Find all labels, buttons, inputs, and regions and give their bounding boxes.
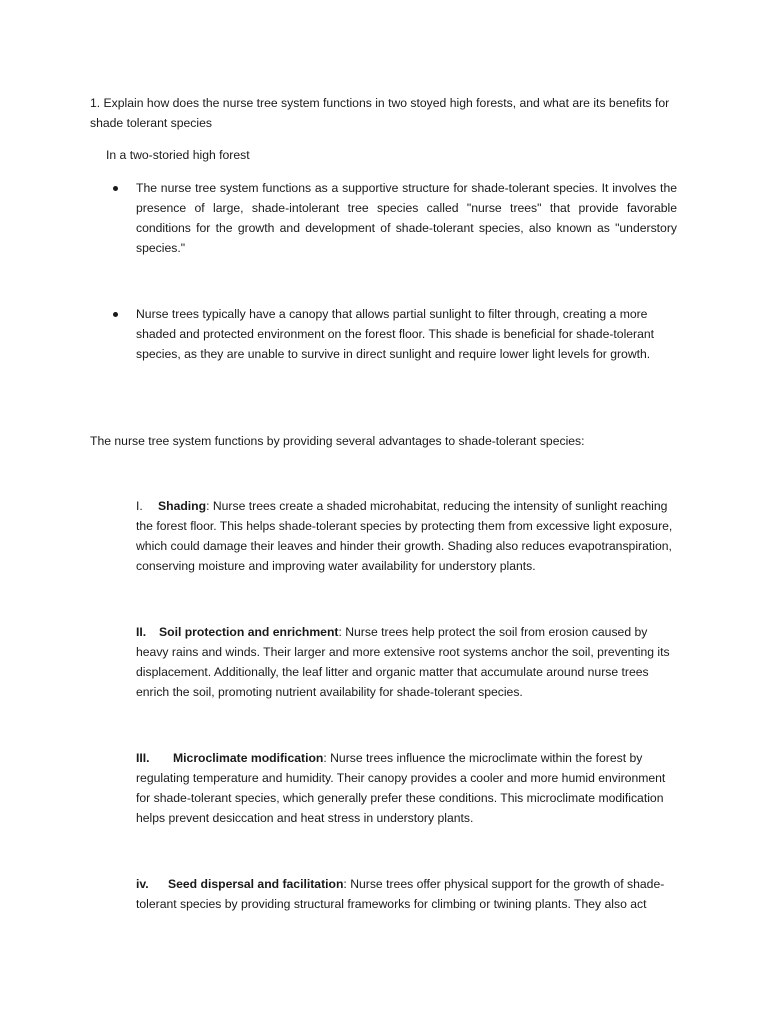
list-item-seed-dispersal <box>136 874 681 914</box>
list-item-shading <box>136 496 681 576</box>
item-numeral: II. <box>136 625 147 639</box>
question-heading: 1. Explain how does the nurse tree system functions in two stoyed high forests, and what are its benefits for shade tolerant species <box>90 96 670 130</box>
item-text: : Nurse trees offer physical support for the growth of shade-tolerant species by providing structural frameworks for climbing or twining plants. They also act <box>136 877 665 911</box>
bullet-text: The nurse tree system functions as a supportive structure for shade-tolerant species. It involves the presence of large, shade-intolerant tree species called "nurse trees" that provide favorable conditions for the growth and development of shade-tolerant species, also known as "understory species." <box>136 181 677 255</box>
item-numeral: III. <box>136 751 150 765</box>
item-term: Seed dispersal and facilitation <box>168 877 344 891</box>
item-text: : Nurse trees influence the microclimate within the forest by regulating temperature and humidity. Their canopy provides a cooler and more humid environment for shade-tolerant species, which generally prefer these conditions. This microclimate modification helps prevent desiccation and heat stress in understory plants. <box>136 751 666 825</box>
item-numeral: I. <box>136 499 143 513</box>
item-term: Microclimate modification <box>173 751 324 765</box>
item-numeral: iv. <box>136 877 149 891</box>
list-item-soil-protection <box>136 622 681 702</box>
item-text: : Nurse trees help protect the soil from erosion caused by heavy rains and winds. Their larger and more extensive root systems anchor the soil, preventing its displacement. Additionally, the leaf litter and organic matter that accumulate around nurse trees enrich the soil, promoting nutrient availability for shade-tolerant species. <box>136 625 670 699</box>
section-intro: The nurse tree system functions by providing several advantages to shade-tolerant species: <box>90 434 585 448</box>
item-term: Soil protection and enrichment <box>159 625 339 639</box>
bullet-item <box>136 178 677 258</box>
bullet-dot-icon <box>113 186 118 191</box>
list-item-microclimate <box>136 748 681 828</box>
bullet-text: Nurse trees typically have a canopy that allows partial sunlight to filter through, creating a more shaded and protected environment on the forest floor. This shade is beneficial for shade-tolerant species, as they are unable to survive in direct sunlight and require lower light levels for growth. <box>136 307 655 361</box>
item-text: : Nurse trees create a shaded microhabitat, reducing the intensity of sunlight reaching the forest floor. This helps shade-tolerant species by protecting them from excessive light exposure, which could damage their leaves and hinder their growth. Shading also reduces evapotranspiration, conserving moisture and improving water availability for understory plants. <box>136 499 673 573</box>
bullet-dot-icon <box>113 312 118 317</box>
item-term: Shading <box>158 499 207 513</box>
intro-line: In a two-storied high forest <box>106 148 250 162</box>
bullet-item <box>136 304 677 364</box>
